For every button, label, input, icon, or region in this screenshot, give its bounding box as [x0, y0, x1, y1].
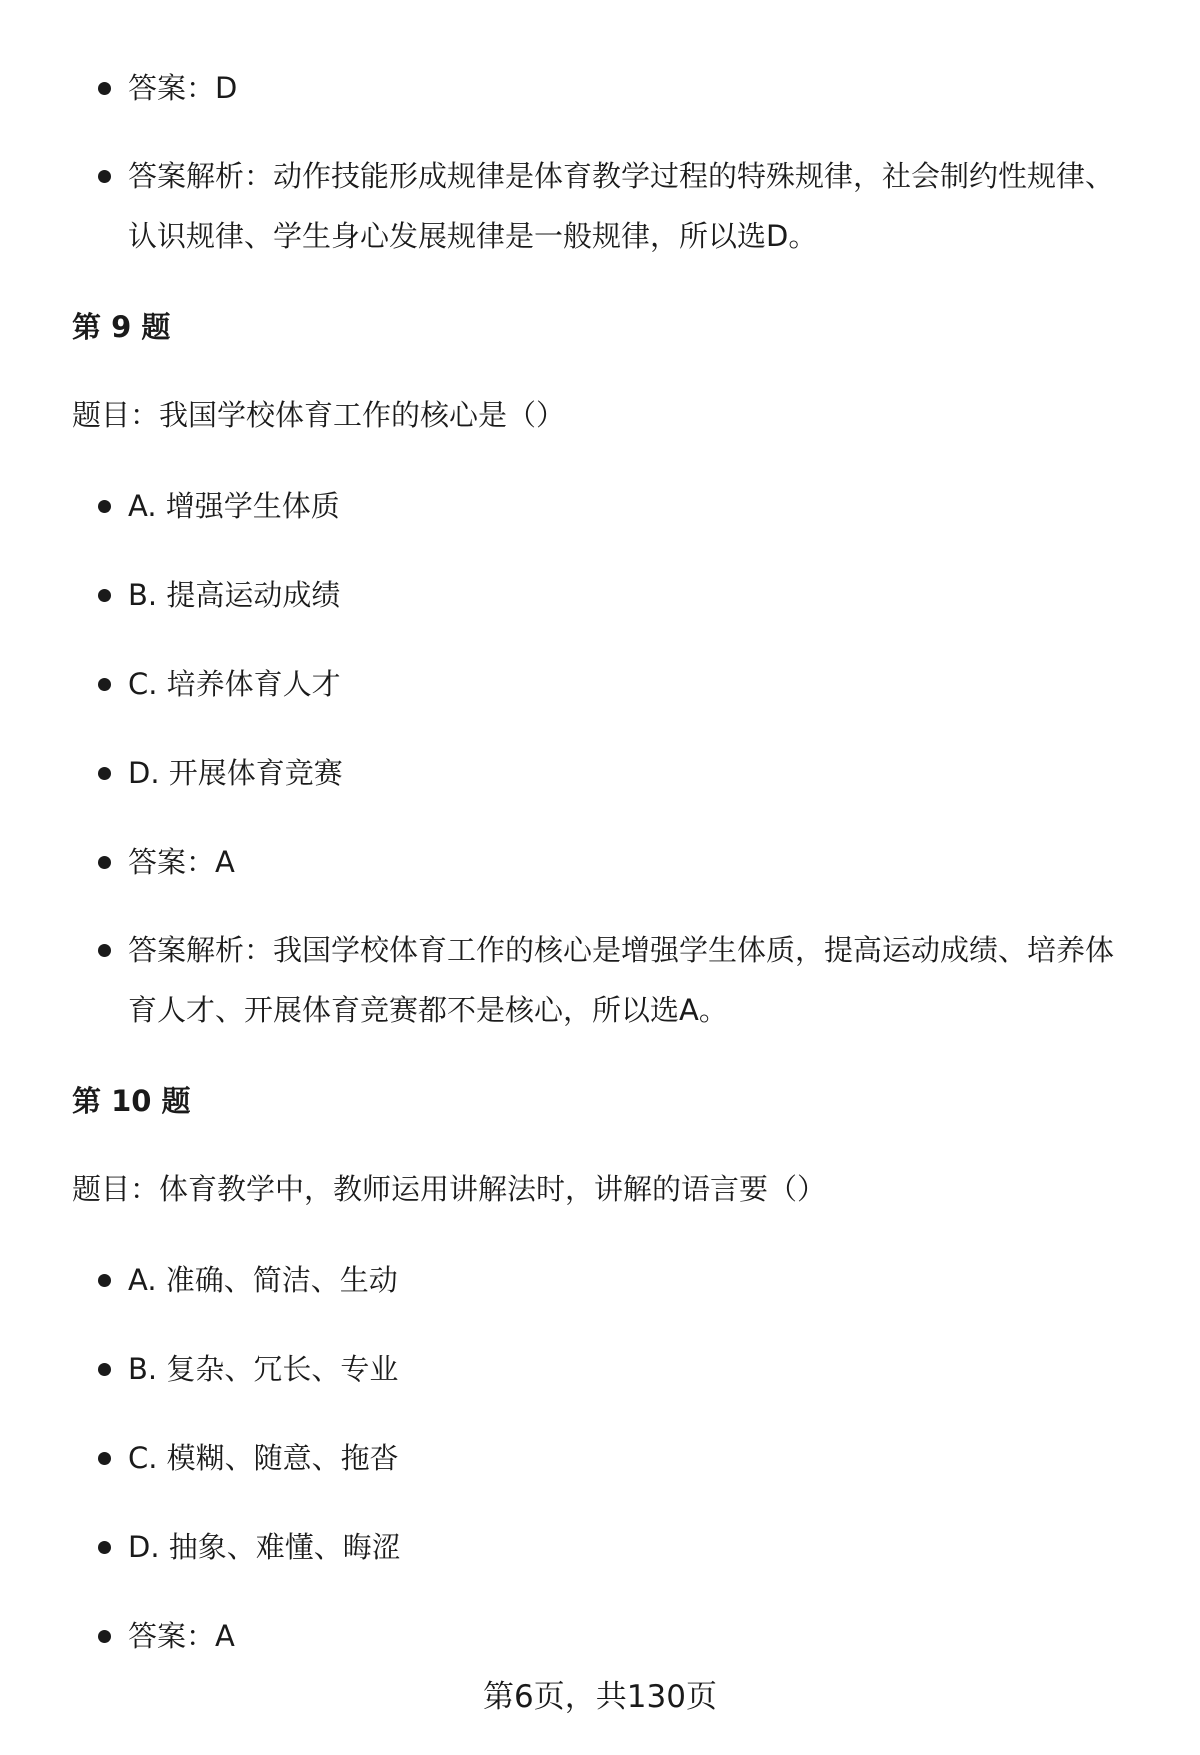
bullet-icon [98, 678, 111, 691]
option-item [72, 1339, 1152, 1399]
analysis-item [72, 920, 1152, 1040]
answer-text: 答案：A [128, 1619, 235, 1653]
bullet-icon [98, 944, 111, 957]
option-text: C. 培养体育人才 [128, 667, 341, 701]
option-item [72, 1428, 1152, 1488]
bullet-icon [98, 767, 111, 780]
option-item [72, 743, 1152, 803]
option-item [72, 654, 1152, 714]
question-heading: 第 10 题 [72, 1084, 191, 1118]
option-text: D. 抽象、难懂、晦涩 [128, 1530, 401, 1564]
analysis-line: 认识规律、学生身心发展规律是一般规律，所以选D。 [128, 219, 818, 253]
page-number-footer: 第6页，共130页 [483, 1679, 717, 1715]
bullet-icon [98, 589, 111, 602]
answer-text: 答案：D [128, 71, 238, 105]
option-item [72, 476, 1152, 536]
question-text: 题目：我国学校体育工作的核心是（） [72, 398, 566, 432]
option-item [72, 565, 1152, 625]
bullet-icon [98, 82, 111, 95]
analysis-line: 答案解析：我国学校体育工作的核心是增强学生体质，提高运动成绩、培养体 [128, 933, 1115, 967]
option-text: B. 提高运动成绩 [128, 578, 341, 612]
analysis-line: 育人才、开展体育竞赛都不是核心，所以选A。 [128, 993, 728, 1027]
bullet-icon [98, 1363, 111, 1376]
bullet-icon [98, 500, 111, 513]
bullet-icon [98, 1541, 111, 1554]
option-item [72, 1250, 1152, 1310]
bullet-icon [98, 1274, 111, 1287]
answer-item [72, 1606, 1152, 1666]
bullet-icon [98, 1452, 111, 1465]
analysis-line: 答案解析：动作技能形成规律是体育教学过程的特殊规律，社会制约性规律、 [128, 159, 1115, 193]
option-text: B. 复杂、冗长、专业 [128, 1352, 399, 1386]
option-text: A. 增强学生体质 [128, 489, 340, 523]
option-text: C. 模糊、随意、拖沓 [128, 1441, 399, 1475]
question-heading: 第 9 题 [72, 310, 171, 344]
bullet-icon [98, 1630, 111, 1643]
bullet-icon [98, 856, 111, 869]
answer-text: 答案：A [128, 845, 235, 879]
analysis-item [72, 146, 1152, 266]
bullet-icon [98, 170, 111, 183]
option-text: D. 开展体育竞赛 [128, 756, 343, 790]
option-item [72, 1517, 1152, 1577]
answer-item [72, 58, 1152, 118]
answer-item [72, 832, 1152, 892]
question-text: 题目：体育教学中，教师运用讲解法时，讲解的语言要（） [72, 1172, 827, 1206]
option-text: A. 准确、简洁、生动 [128, 1263, 398, 1297]
